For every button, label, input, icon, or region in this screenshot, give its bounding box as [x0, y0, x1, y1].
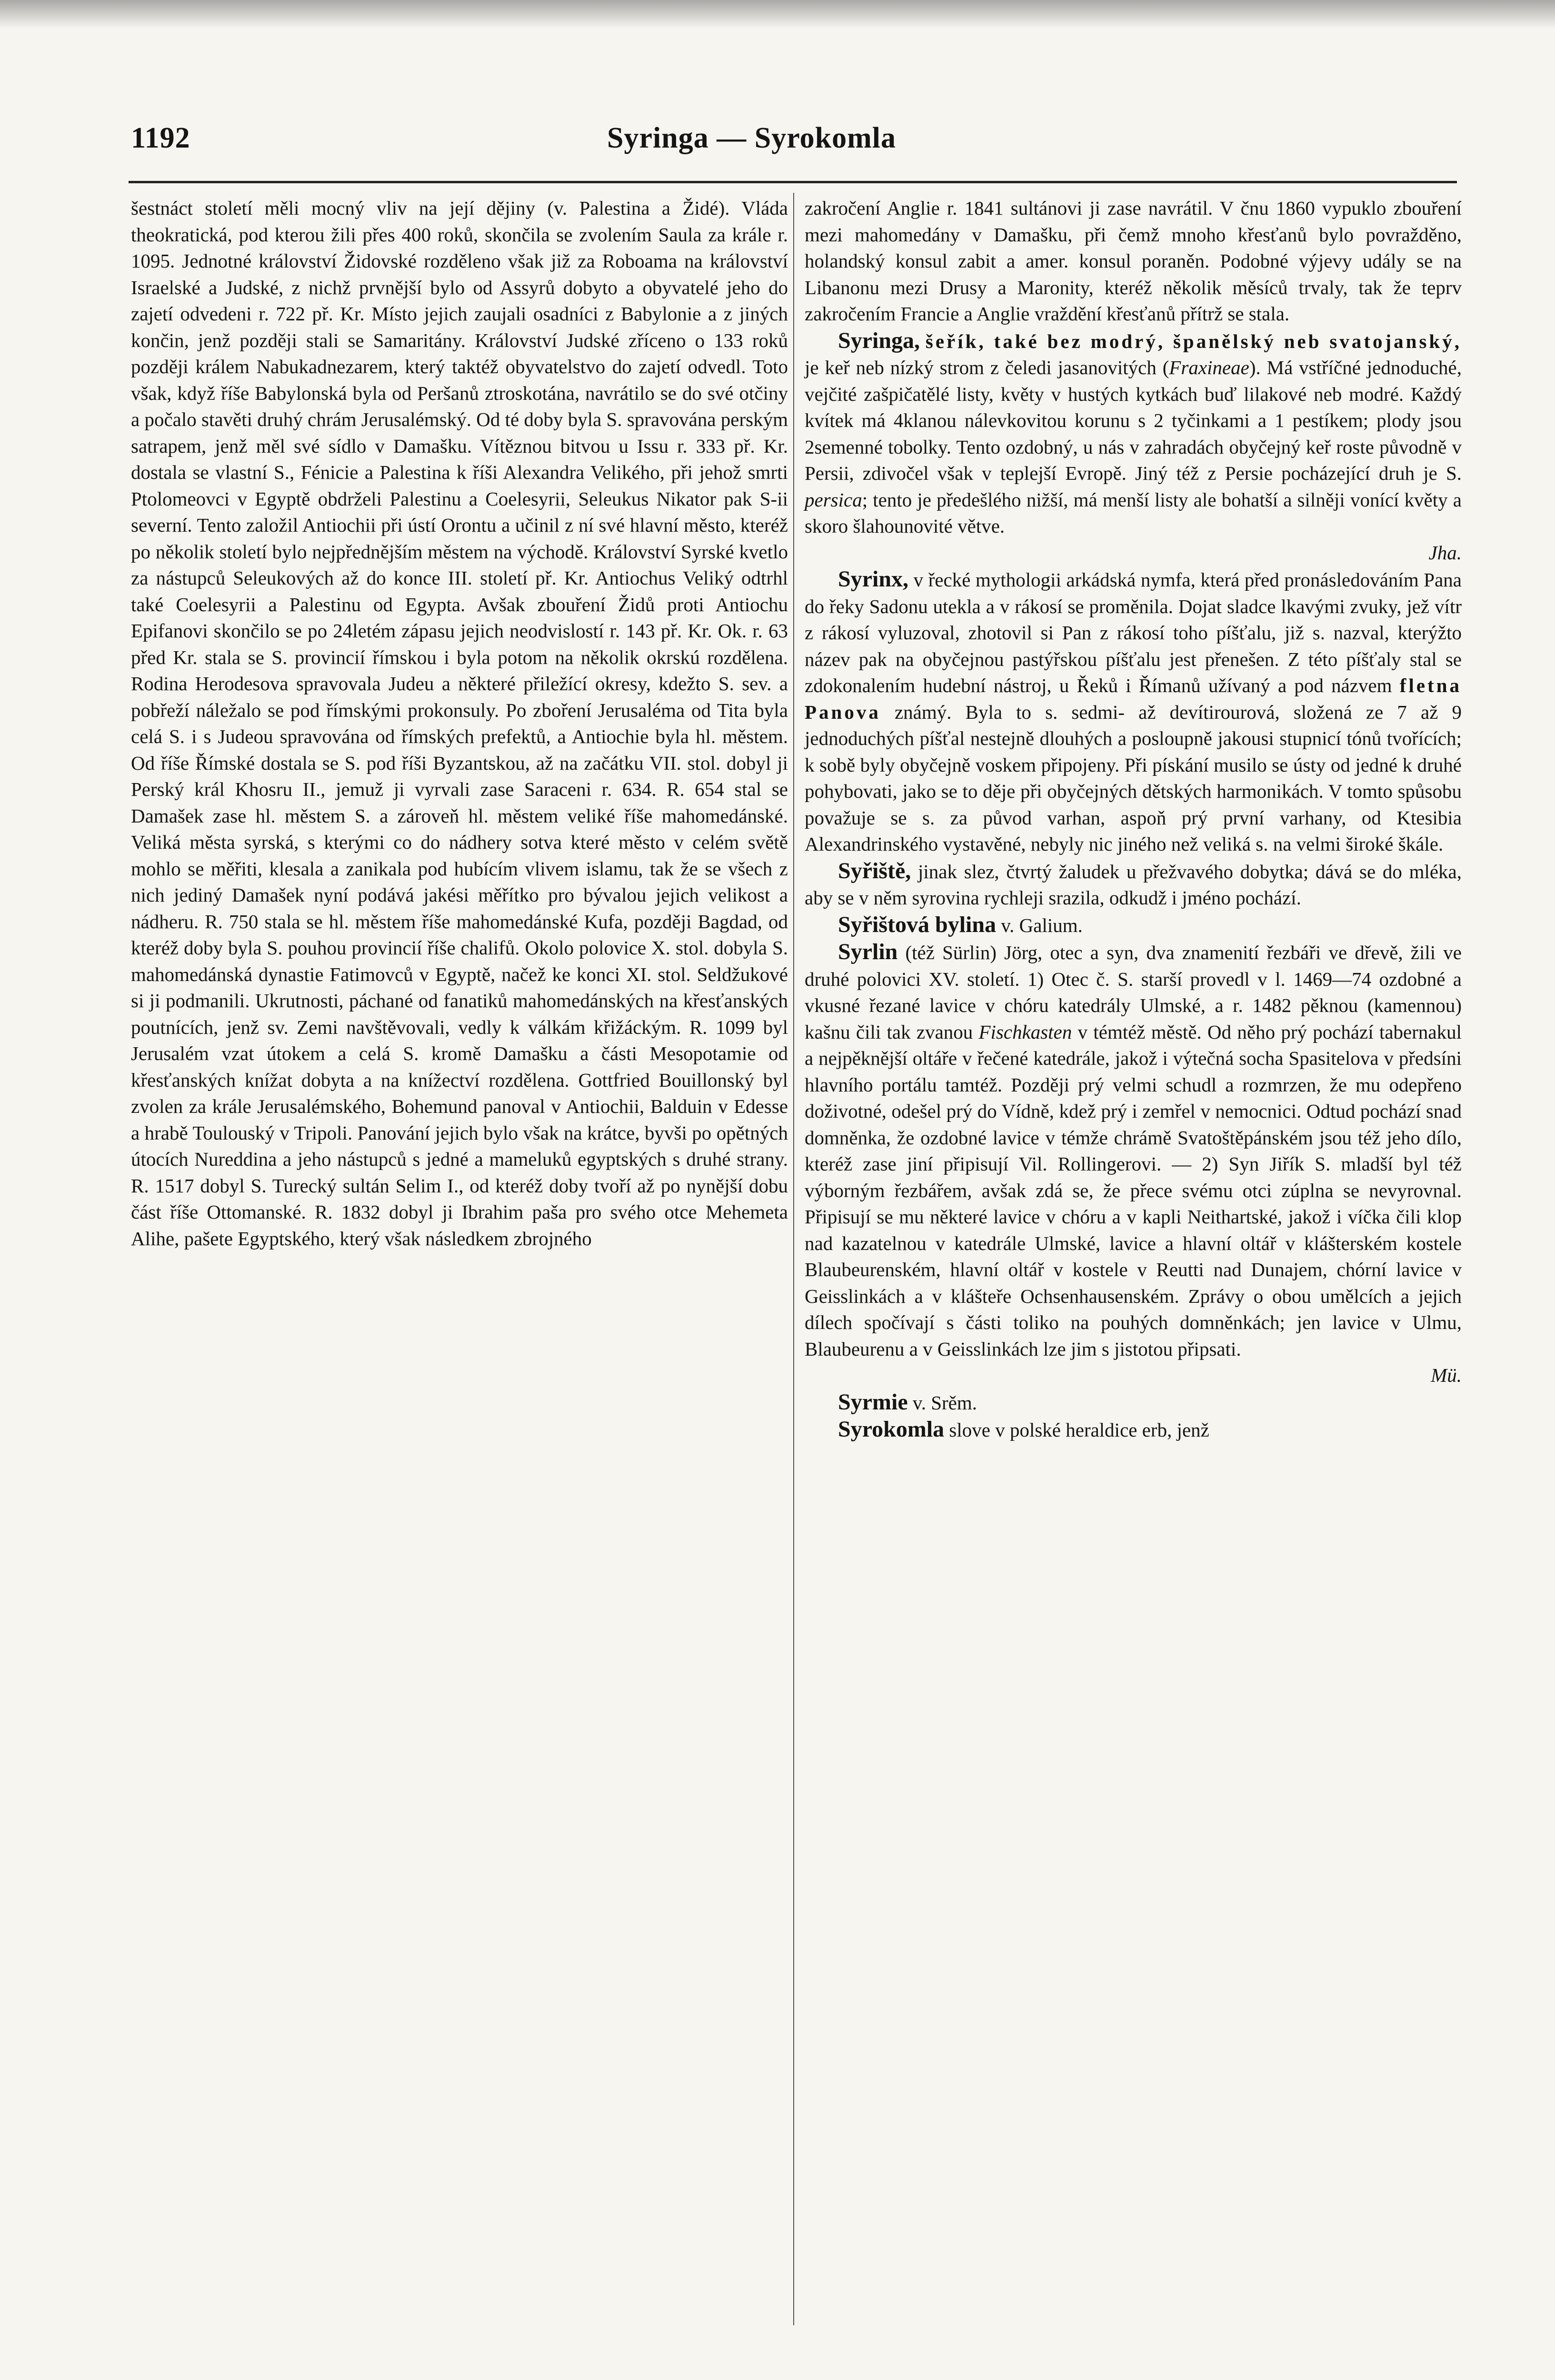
- syrlin-fischkasten: Fischkasten: [978, 1021, 1072, 1043]
- syrmie-text: v. Srěm.: [912, 1391, 977, 1414]
- headword-syristova-bylina: Syřištová bylina: [838, 912, 997, 937]
- syrinx-text-1: v řecké mythologii arkádská nymfa, která před pronásledováním Pana do řeky Sadonu utekla a v rákosí se proměnila. Dojat sladce lkavými zvuky, jež vítr z rákosí vyluzoval, zhotovil si Pan z rákosí toho píšťalu, již s. nazval, kterýžto název pak na obyčejnou pastýřskou píšťalu jest přenešen. Z této píšťaly stal se zdokonalením hudební nástroj, u Řeků i Římanů užívaný a pod názvem: [805, 569, 1462, 696]
- syringa-text-3: ; tento je předešlého nižší, má menší listy ale bohatší a silněji vonící květy a skoro šlahounovité větve.: [805, 488, 1462, 537]
- headword-syringa: Syringa,: [838, 327, 920, 353]
- syringa-signature: Jha.: [1428, 541, 1462, 564]
- scan-edge-shadow: [0, 0, 1555, 29]
- syria-history-continued: zakročení Anglie r. 1841 sultánovi ji zase navrátil. V čnu 1860 vypuklo zbouření mezi mahomedány v Damašku, při čemž mnoho křesťanů bylo povražděno, holandský konsul zabit a amer. konsul poraněn. Podobné výjevy udály se na Libanonu mezi Drusy a Maronity, kteréž několik měsíců trvaly, tak že teprv zakročením Francie a Anglie vraždění křesťanů přítrž se stala.: [805, 197, 1462, 325]
- right-column: [805, 195, 1462, 1444]
- entry-syriste: [805, 858, 1462, 912]
- headword-syrlin: Syrlin: [838, 939, 898, 964]
- syrlin-signature: Mü.: [1431, 1364, 1462, 1386]
- entry-syrmie: [805, 1389, 1462, 1417]
- syrokomla-text: slove v polské heraldice erb, jenž: [949, 1419, 1209, 1441]
- syria-history-text: šestnáct století měli mocný vliv na její dějiny (v. Palestina a Židé). Vláda theokratická, pod kterou žili přes 400 roků, skončila se zvolením Saula za krále r. 1095. Jednotné království Židovské rozděleno však již za Roboama na království Israelské a Judské, z nichž prvnější bylo od Assyrů dobyto a obyvatelé jeho do zajetí odvedeni r. 722 př. Kr. Místo jejich zaujali osadníci z Babylonie a z jiných končin, jenž později stali se Samaritány. Království Judské zříceno o 133 roků později králem Nabukadnezarem, který taktéž obyvatelstvo do zajetí odvedl. Toto však, když říše Babylonská byla od Peršanů ztroskotána, navrátilo se do své otčiny a počalo stavěti druhý chrám Jerusalémský. Od té doby byla S. spravována perským satrapem, jenž měl své sídlo v Damašku. Vítěznou bitvou u Issu r. 333 př. Kr. dostala se vlastní S., Fénicie a Palestina k říši Alexandra Velikého, při jehož smrti Ptolomeovci v Egyptě obdrželi Palestinu a Coelesyrii, Seleukus Nikator pak S-ii severní. Tento založil Antiochii při ústí Orontu a učinil z ní své hlavní město, kteréž po několik století bylo nejpřednějším městem na východě. Království Syrské kvetlo za nástupců Seleukových až do konce III. století př. Kr. Antiochus Veliký odtrhl také Coelesyrii a Palestinu od Egypta. Avšak zbouření Židů proti Antiochu Epifanovi skončilo se po 24letém zápasu jejich neodvislostí r. 143 př. Kr. Ok. r. 63 před Kr. stala se S. provincií římskou i byla potom na několik okrskú rozdělena. Rodina Herodesova spravovala Judeu a některé přiležící okresy, kdežto S. sev. a pobřeží náležalo se pod římskými prokonsuly. Po zboření Jerusaléma od Tita byla celá S. i s Judeou spravována od římských prefektů, a Antiochie byla hl. městem. Od říše Římské dostala se S. pod říši Byzantskou, až na začátku VII. stol. dobyl ji Perský král Khosru II., jemuž ji vyrvali zase Saraceni r. 634. R. 654 stal se Damašek zase hl. městem S. a zároveň hl. městem veliké říše mahomedánské. Veliká města syrská, s kterými co do nádhery sotva které město v celém světě mohlo se měřiti, klesala a zanikala pod hubícím vlivem islamu, tak že se všech z nich jediný Damašek nyní podává jakési měřítko pro bývalou jejich velikost a nádheru. R. 750 stala se hl. městem říše mahomedánské Kufa, později Bagdad, od kteréž doby byla S. pouhou provincií říše chalifů. Okolo polovice X. stol. dobyla S. mahomedánská dynastie Fatimovců v Egyptě, načež ke konci XI. stol. Seldžukové si ji podmanili. Ukrutnosti, páchané od fanatiků mahomedánských na křesťanských poutnících, jenž sv. Zemi navštěvovali, vedly k válkám křižáckým. R. 1099 byl Jerusalém vzat útokem a celá S. kromě Damašku a části Mesopotamie od křesťanských knížat dobyta a na knížectví rozdělena. Gottfried Bouillonský byl zvolen za krále Jerusalémského, Bohemund panoval v Antiochii, Balduin v Edesse a hrabě Toulouský v Tripoli. Panování jejich bylo však na krátce, byvši po opětných útocích Nureddina a jeho nástupců s jedné a mameluků egyptských s druhé strany. R. 1517 dobyl S. Turecký sultán Selim I., od kteréž doby tvoří až po nynější dobu část říše Ottomanské. R. 1832 dobyl ji Ibrahim paša pro svého otce Mehemeta Alihe, pašete Egyptského, který však následkem zbrojného: [131, 197, 788, 1250]
- running-title: Syringa — Syrokomla: [607, 122, 896, 154]
- entry-syristova-bylina: [805, 912, 1462, 939]
- headword-syrinx: Syrinx,: [838, 566, 909, 592]
- entry-syrinx: [805, 566, 1462, 858]
- header-rule: [129, 181, 1457, 183]
- syrlin-text-1: (též Sürlin) Jörg, otec a syn, dva znamenití řezbáři ve dřevě, žili ve druhé polovici XV. století. 1) Otec č. S. starší provedl v l. 1469—74 ozdobné a vkusné řezané lavice v chóru katedrály Ulmské, a r. 1482 pěknou (kamennou) kašnu čili tak zvanou: [805, 942, 1462, 1043]
- syrlin-text-2: v témtéž městě. Od něho prý pochází tabernakul a nejpěknější oltáře v řečené katedrále, jakož i výtečná socha Spasitelova v předsíni hlavního portálu tamtéž. Později prý velmi schudl a rozmrzen, že mu odepřeno doživotné, odešel prý do Vídně, kdež prý i zemřel v nemocnici. Odtud pochází snad domněnka, že ozdobné lavice v témže chrámě Svatoštěpánském jsou též jeho dílo, kteréž zase jiní připisují Vil. Rollingerovi. — 2) Syn Jiřík S. mladší byl též výborným řezbářem, avšak zdá se, že přece svému otci zúplna se nevyrovnal. Připisují se mu některé lavice v chóru a v kapli Neithartské, jakož i víčka čili klop nad kazatelnou v katedrále Ulmské, lavice a hlavní oltář v klášterském kostele Blaubeurenském, hlavní oltář v kostele v Reutti nad Dunajem, chórní lavice v Geisslinkách a v klášteře Ochsenhausenském. Zprávy o obou umělcích a jejich dílech spočívají s části toliko na pouhých domněnkách; jen lavice v Ulmu, Blaubeurenu a v Geisslinkách lze jim s jistotou připsati.: [805, 1021, 1462, 1360]
- page-number: 1192: [131, 122, 190, 154]
- syringa-family: Fraxineae: [1169, 357, 1249, 378]
- syrinx-flute-name: fletna Panova: [805, 674, 1462, 723]
- running-head: [131, 121, 978, 164]
- headword-syrokomla: Syrokomla: [838, 1417, 945, 1442]
- headword-syriste: Syřiště,: [838, 858, 911, 883]
- syringa-text-2: ). Má vstříčné jednoduché, vejčité zašpičatělé listy, květy v hustých kytkách buď lilakové neb modré. Každý kvítek má 4klanou nálevkovitou korunu s 2 tyčinkami a 1 pestíkem; plody jsou 2semenné tobolky. Tento ozdobný, u nás v zahradách obyčejný keř roste původně v Persii, zdivočel však v teplejší Evropě. Jiný též z Persie pocházející druh je S.: [805, 357, 1462, 484]
- syrinx-text-2: známý. Byla to s. sedmi- až devítirourová, složená ze 7 až 9 jednoduchých píšťal nestejně dlouhých a posloupně jakousi stupnicí tónů tvořících; k sobě byly obyčejně voskem připojeny. Při pískání musilo se ústy od jedné k druhé pohybovati, jako se to děje při obyčejných dětských harmonikách. V tomto spůsobu považuje se s. za původ varhan, aspoň prý první varhany, od Ktesibia Alexandrinského vystavěné, nebyly nic jiného než veliká s. na velmi široké škále.: [805, 701, 1462, 855]
- entry-syrokomla: [805, 1416, 1462, 1444]
- syringa-names: šeřík, také bez modrý, španělský neb svatojanský,: [925, 330, 1462, 352]
- syriste-text: jinak slez, čtvrtý žaludek u přežvavého dobytka; dává se do mléka, aby se v něm syrovina rychleji srazila, odkudž i jméno pochází.: [805, 860, 1462, 909]
- headword-syrmie: Syrmie: [838, 1389, 908, 1415]
- syringa-species: persica: [805, 488, 862, 511]
- syristova-text: v. Galium.: [1001, 914, 1083, 936]
- entry-syrlin: [805, 939, 1462, 1389]
- left-column: [131, 195, 788, 1252]
- column-divider: [793, 193, 794, 2325]
- entry-syringa: [805, 327, 1462, 566]
- syringa-text-1: je keř neb nízký strom z čeledi jasanovitých (: [805, 357, 1169, 378]
